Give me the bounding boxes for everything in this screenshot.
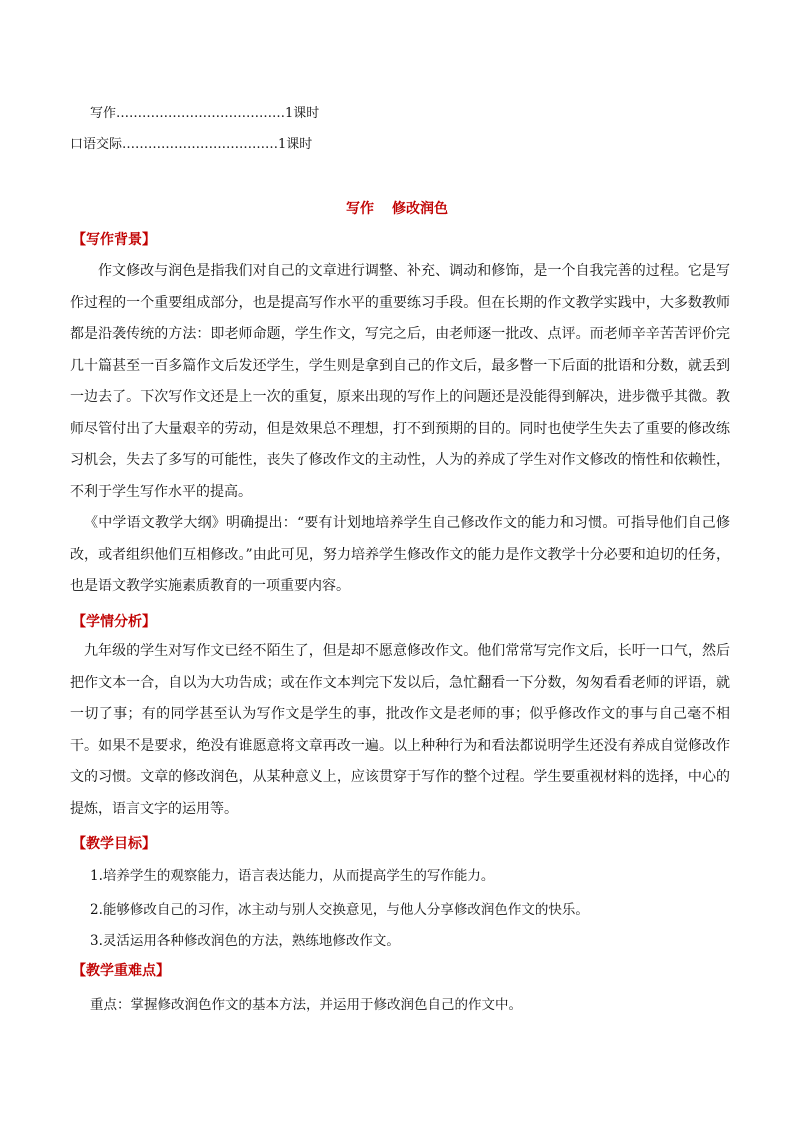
title-part-revise-polish: 修改润色 <box>392 201 448 217</box>
section-label-analysis: 【学情分析】 <box>72 614 156 630</box>
background-paragraph-2: 《中学语文教学大纲》明确提出：“要有计划地培养学生自己修改作文的能力和习惯。可指导他们自己修改，或者组织他们互相修改。”由此可见，努力培养学生修改作文的能力是作文教学十分必要和迫切的任务，也是语文教学实施素质教育的一项重要内容。 <box>70 515 730 594</box>
section-label-goals: 【教学目标】 <box>72 836 156 852</box>
title-part-writing: 写作 <box>346 201 374 217</box>
toc-item-writing: 写作…………………………………1课时 <box>90 106 320 121</box>
keypoint-item-1: 重点：掌握修改润色作文的基本方法，并运用于修改润色自己的作文中。 <box>90 997 522 1013</box>
goal-item-3: 3.灵活运用各种修改润色的方法，熟练地修改作文。 <box>90 933 400 949</box>
section-label-keypoints: 【教学重难点】 <box>72 963 170 979</box>
background-paragraph-1: 作文修改与润色是指我们对自己的文章进行调整、补充、调动和修饰，是一个自我完善的过程。它是写作过程的一个重要组成部分，也是提高写作水平的重要练习手段。但在长期的作文教学实践中，大多数教师都是沿袭传统的方法：即老师命题，学生作文，写完之后，由老师逐一批改、点评。而老师辛辛苦苦评价完几十篇甚至一百多篇作文后发还学生，学生则是拿到自己的作文后，最多瞥一下后面的批语和分数，就丢到一边去了。下次写作文还是上一次的重复，原来出现的写作上的问题还是没能得到解决，进步微乎其微。教师尽管付出了大量艰辛的劳动，但是效果总不理想，打不到预期的目的。同时也使学生失去了重要的修改练习机会，失去了多写的可能性，丧失了修改作文的主动性，人为的养成了学生对作文修改的惰性和依赖性，不利于学生写作水平的提高。 <box>70 263 730 500</box>
page-title <box>0 198 794 218</box>
section-label-background: 【写作背景】 <box>72 232 156 248</box>
analysis-paragraph: 九年级的学生对写作文已经不陌生了，但是却不愿意修改作文。他们常常写完作文后，长吁一口气，然后把作文本一合，自以为大功告成；或在作文本判完下发以后，急忙翻看一下分数，匆匆看看老师的评语，就一切了事；有的同学甚至认为写作文是学生的事，批改作文是老师的事；似乎修改作文的事与自己毫不相干。如果不是要求，绝没有谁愿意将文章再改一遍。以上种种行为和看法都说明学生还没有养成自觉修改作文的习惯。文章的修改润色，从某种意义上，应该贯穿于写作的整个过程。学生要重视材料的选择，中心的提炼，语言文字的运用等。 <box>70 643 730 817</box>
goal-item-1: 1.培养学生的观察能力，语言表达能力，从而提高学生的写作能力。 <box>90 868 495 884</box>
goal-item-2: 2.能够修改自己的习作，冰主动与别人交换意见，与他人分享修改润色作文的快乐。 <box>90 902 589 918</box>
toc-item-oral-communication: 口语交际………………………………1课时 <box>70 137 313 152</box>
